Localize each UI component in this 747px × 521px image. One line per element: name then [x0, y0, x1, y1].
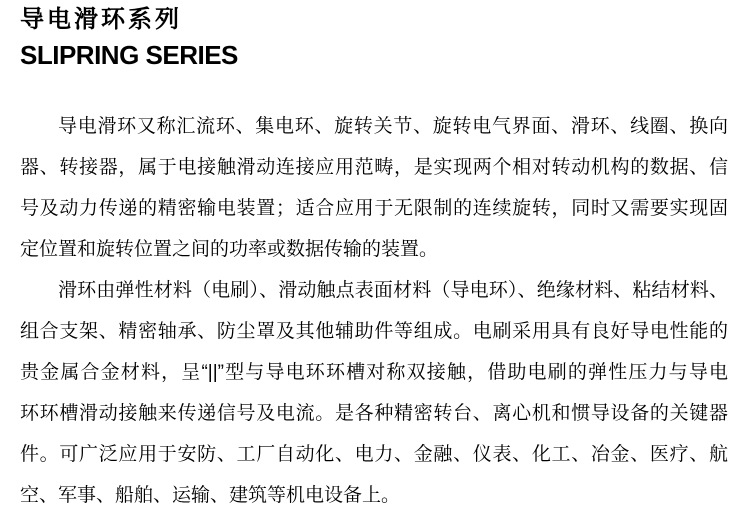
text-line: 组合支架、精密轴承、防尘罩及其他辅助件等组成。电刷采用具有良好导电性能的 [20, 321, 728, 342]
paragraph [20, 106, 728, 270]
text-line: 器、转接器，属于电接触滑动连接应用范畴，是实现两个相对转动机构的数据、信 [20, 157, 728, 178]
paragraph [20, 270, 728, 516]
text-line: 件。可广泛应用于安防、工厂自动化、电力、金融、仪表、化工、冶金、医疗、航 [20, 444, 728, 465]
text-line: 号及动力传递的精密输电装置；适合应用于无限制的连续旋转，同时又需要实现固 [20, 198, 728, 219]
body-text [20, 106, 728, 516]
text-line: 环环槽滑动接触来传递信号及电流。是各种精密转台、离心机和惯导设备的关键器 [20, 403, 728, 424]
text-line: 定位置和旋转位置之间的功率或数据传输的装置。 [20, 239, 439, 260]
text-line: 导电滑环又称汇流环、集电环、旋转关节、旋转电气界面、滑环、线圈、换向 [58, 116, 728, 137]
text-line: 滑环由弹性材料（电刷）、滑动触点表面材料（导电环）、绝缘材料、粘结材料、 [58, 280, 728, 301]
text-line: 贵金属合金材料，呈“||”型与导电环环槽对称双接触，借助电刷的弹性压力与导电 [20, 362, 728, 383]
page-title-chinese: 导电滑环系列 [20, 6, 182, 33]
text-line: 空、军事、船舶、运输、建筑等机电设备上。 [20, 485, 401, 506]
page-title-english: SLIPRING SERIES [20, 40, 238, 70]
